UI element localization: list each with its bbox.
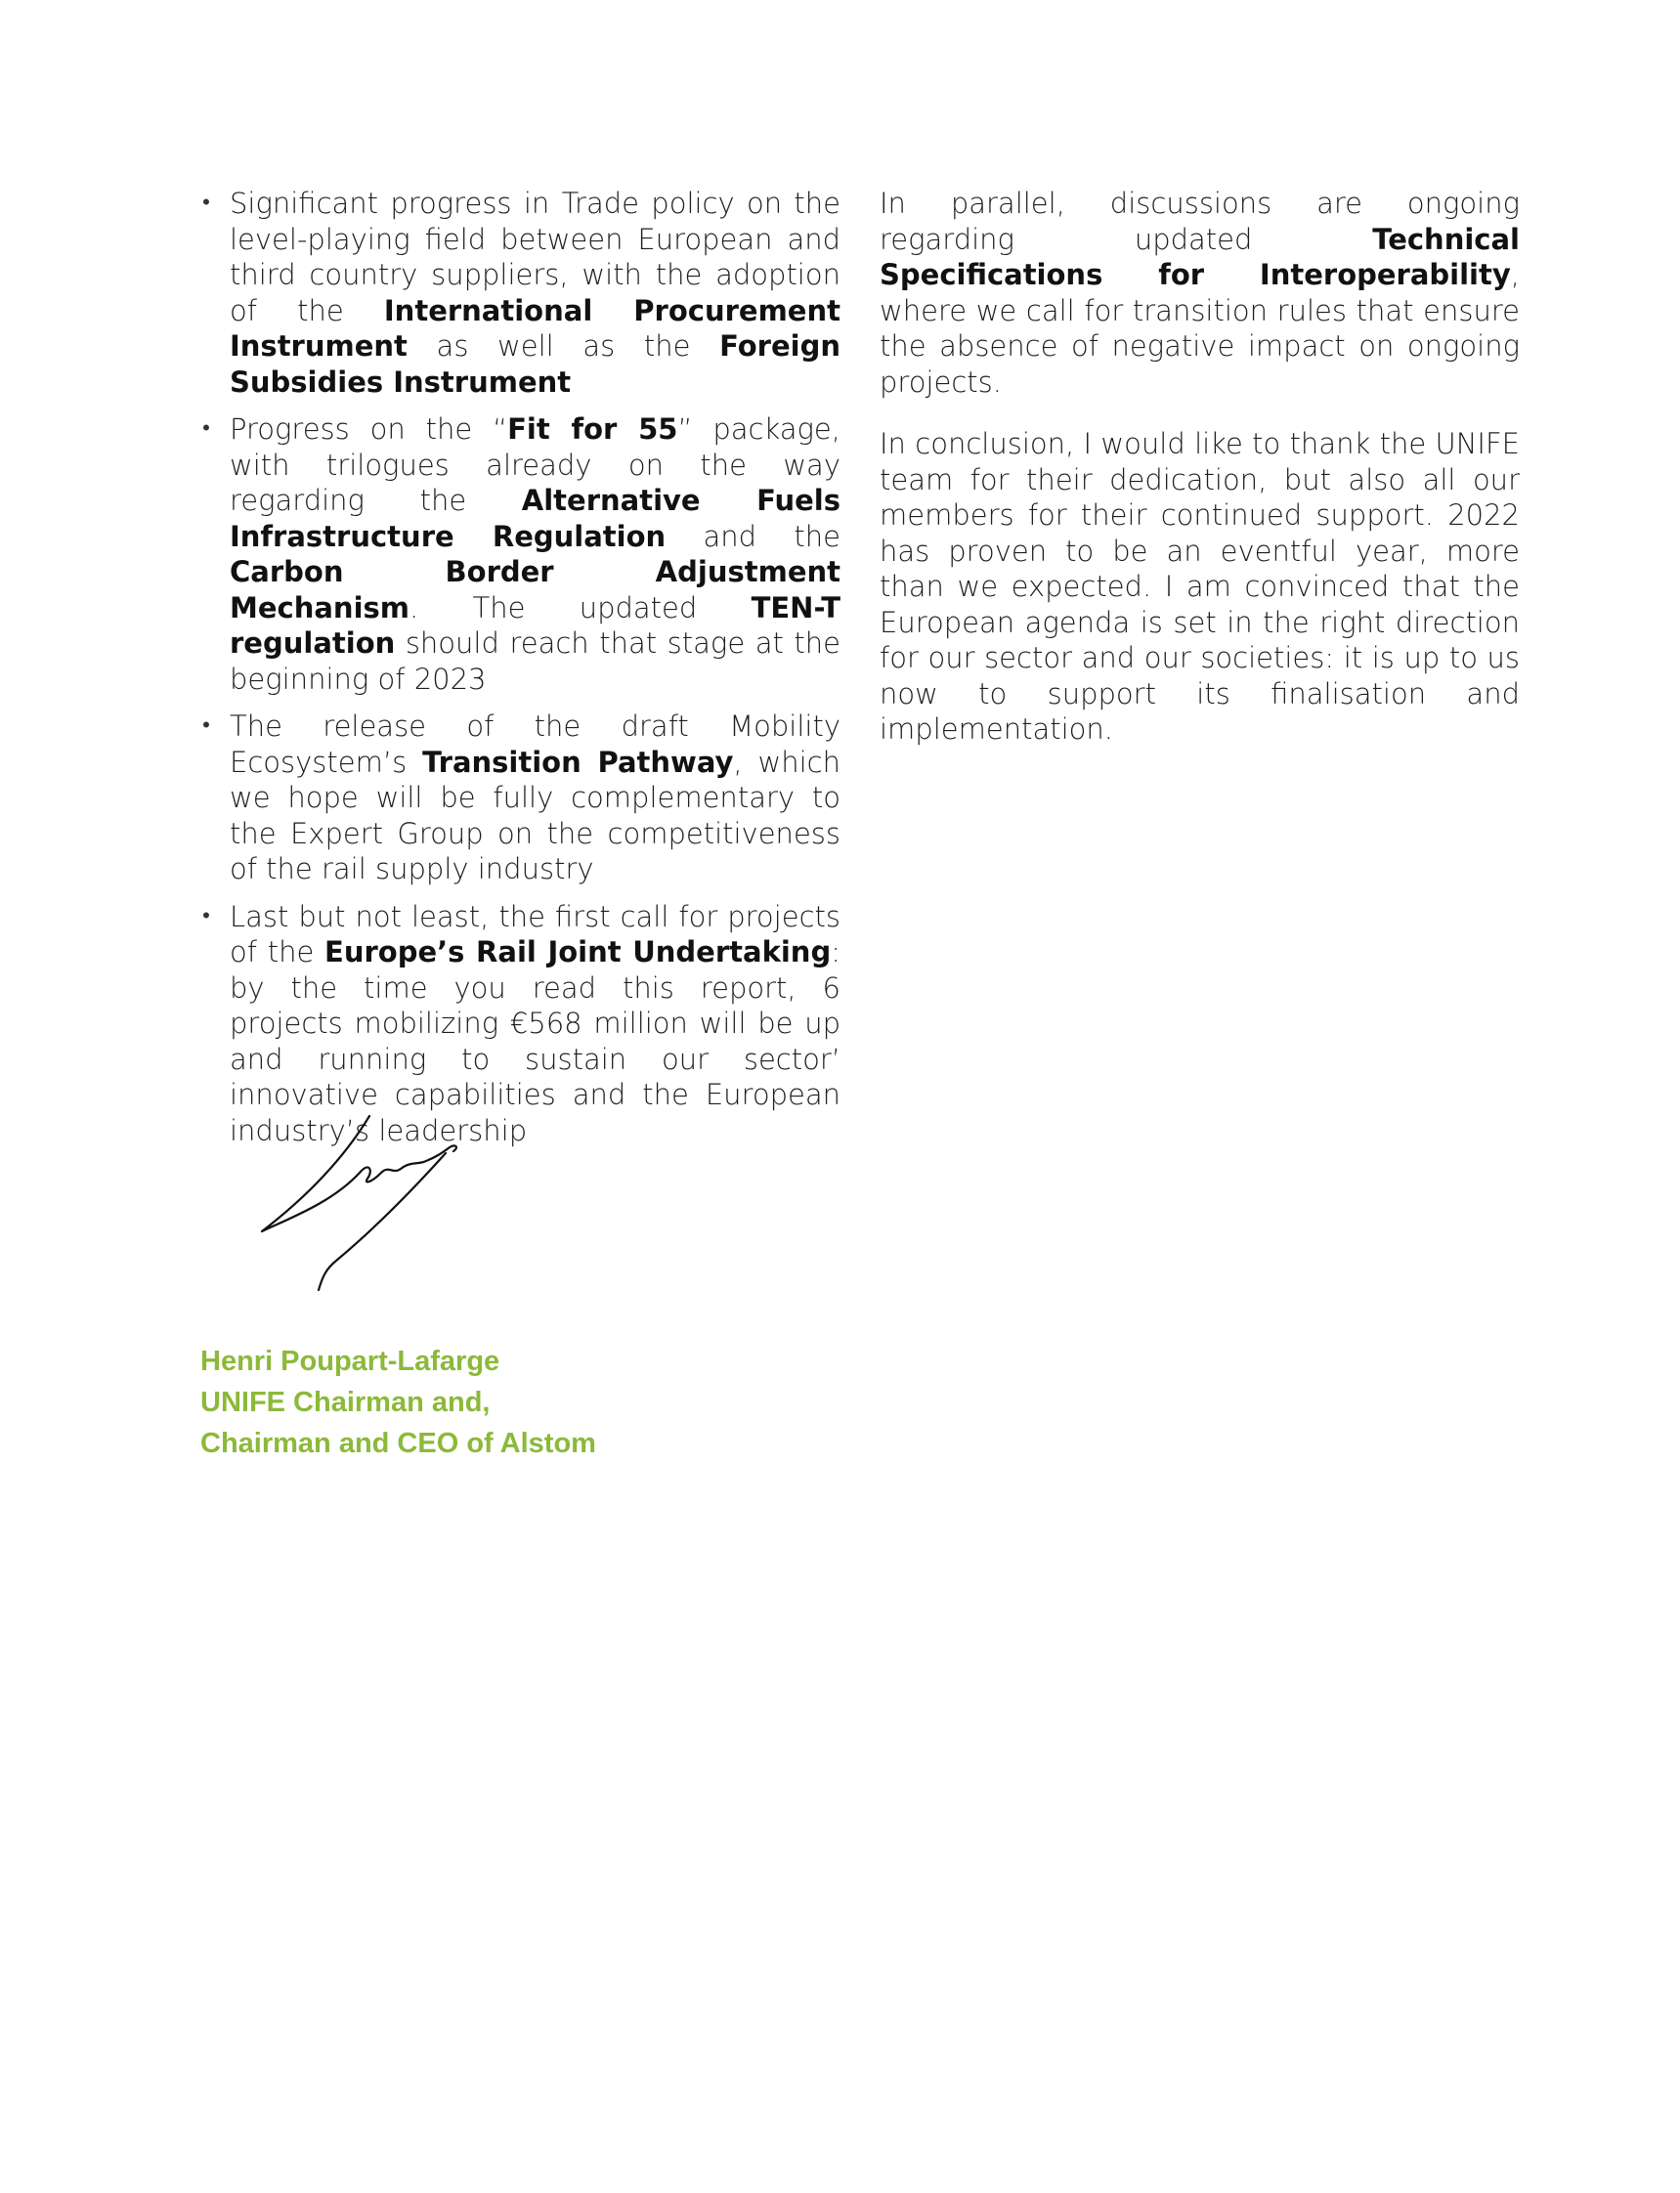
right-column bbox=[880, 186, 1520, 774]
signatory-block bbox=[200, 1341, 596, 1464]
bullet-list bbox=[200, 186, 840, 1148]
paragraph: In conclusion, I would like to thank the UNIFE team for their dedication, but also all our members for their continued support. 2022 has proven to be an eventful year, more than we expected. I am convinced that the European agenda is set in the right direction for our sector and our societies: it is up to us now to support its finalisation and implementation. bbox=[880, 427, 1520, 746]
handwritten-signature bbox=[254, 1114, 508, 1310]
left-column bbox=[200, 186, 840, 1160]
bullet-item: • Last but not least, the first call for projects of the Europe’s Rail Joint Undertaking: by the time you read this report, 6 projects mobilizing €568 million will be up and running to sustain our sector’ innovative capabilities and the European industry’s leadership bbox=[200, 899, 840, 1149]
bullet-icon: • bbox=[202, 416, 210, 441]
bullet-icon: • bbox=[202, 903, 210, 928]
paragraph: In parallel, discussions are ongoing regarding updated Technical Specifications for Interoperability, where we call for transition rules that ensure the absence of negative impact on ongoing projects. bbox=[880, 187, 1520, 399]
signatory-title: UNIFE Chairman and, bbox=[200, 1387, 491, 1418]
bullet-icon: • bbox=[202, 713, 210, 738]
signatory-title: Chairman and CEO of Alstom bbox=[200, 1428, 596, 1459]
bullet-item: • Significant progress in Trade policy on the level-playing field between European and third country suppliers, with the adoption of the International Procurement Instrument as well as the Foreign Subsidies Instrument bbox=[200, 186, 840, 400]
bullet-icon: • bbox=[202, 191, 210, 215]
bullet-item: • The release of the draft Mobility Ecosystem’s Transition Pathway, which we hope will be fully complementary to the Expert Group on the competitiveness of the rail supply industry bbox=[200, 709, 840, 887]
bullet-item: • Progress on the “Fit for 55” package, with trilogues already on the way regarding the Alternative Fuels Infrastructure Regulation and the Carbon Border Adjustment Mechanism. The updated TEN-T regulation should reach that stage at the beginning of 2023 bbox=[200, 411, 840, 697]
signatory-name: Henri Poupart-Lafarge bbox=[200, 1346, 500, 1377]
